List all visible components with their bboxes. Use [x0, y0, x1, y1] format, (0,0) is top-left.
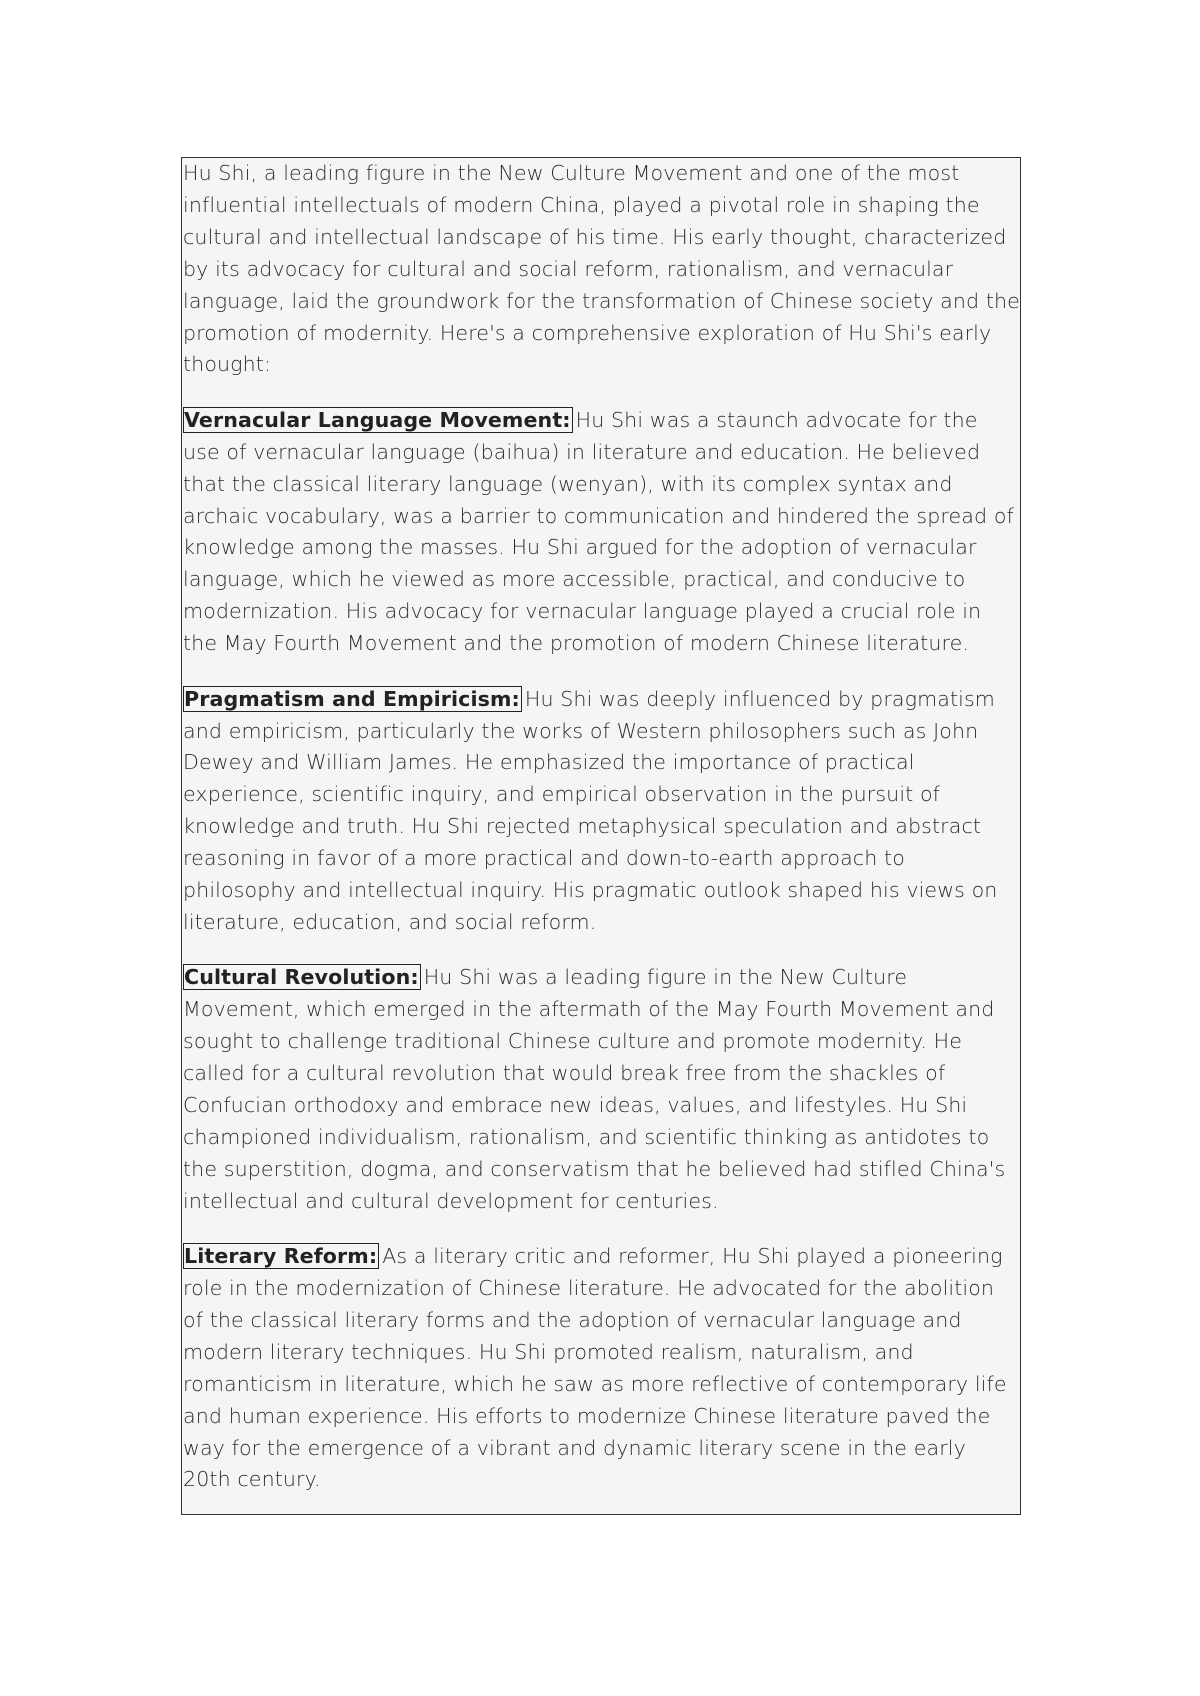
intro-paragraph: Hu Shi, a leading figure in the New Culture Movement and one of the most influential intellectuals of modern China, played a pivotal role in shaping the cultural and intellectual landscape of his time. His early thought, characterized by its advocacy for cultural and social reform, rationalism, and vernacular language, laid the groundwork for the transformation of Chinese society and the promotion of modernity. Here's a comprehensive exploration of Hu Shi's early thought:	[183, 161, 1020, 377]
section-body: Hu Shi was a staunch advocate for the use of vernacular language (baihua) in literature and education. He believed that the classical literary language (wenyan), with its complex syntax and archaic vocabulary, was a barrier to communication and hindered the spread of knowledge among the masses. Hu Shi argued for the adoption of vernacular language, which he viewed as more accessible, practical, and conducive to modernization. His advocacy for vernacular language played a crucial role in the May Fourth Movement and the promotion of modern Chinese literature.	[183, 407, 1014, 656]
section-term: Vernacular Language Movement:	[184, 407, 571, 432]
section-vernacular-language	[183, 405, 1020, 660]
section-body: Hu Shi was a leading figure in the New Culture Movement, which emerged in the aftermath of the May Fourth Movement and sought to challenge traditional Chinese culture and promote modernity. He called for a cultural revolution that would break free from the shackles of Confucian orthodoxy and embrace new ideas, values, and lifestyles. Hu Shi championed individualism, rationalism, and scientific thinking as antidotes to the superstition, dogma, and conservatism that he believed had stifled China's intellectual and cultural development for centuries.	[183, 965, 1006, 1213]
section-body: Hu Shi was deeply influenced by pragmatism and empiricism, particularly the works of Western philosophers such as John Dewey and William James. He emphasized the importance of practical experience, scientific inquiry, and empirical observation in the pursuit of knowledge and truth. Hu Shi rejected metaphysical speculation and abstract reasoning in favor of a more practical and down-to-earth approach to philosophy and intellectual inquiry. His pragmatic outlook shaped his views on literature, education, and social reform.	[183, 686, 998, 934]
section-cultural-revolution	[183, 962, 1020, 1217]
essay-text-box	[181, 157, 1021, 1515]
section-pragmatism-empiricism	[183, 684, 1020, 939]
section-literary-reform	[183, 1241, 1020, 1496]
section-term: Literary Reform:	[184, 1244, 378, 1269]
section-body: As a literary critic and reformer, Hu Shi played a pioneering role in the modernization of Chinese literature. He advocated for the abolition of the classical literary forms and the adoption of vernacular language and modern literary techniques. Hu Shi promoted realism, naturalism, and romanticism in literature, which he saw as more reflective of contemporary life and human experience. His efforts to modernize Chinese literature paved the way for the emergence of a vibrant and dynamic literary scene in the early 20th century.	[183, 1244, 1007, 1492]
section-term: Pragmatism and Empiricism:	[184, 686, 520, 711]
section-term: Cultural Revolution:	[184, 965, 419, 990]
